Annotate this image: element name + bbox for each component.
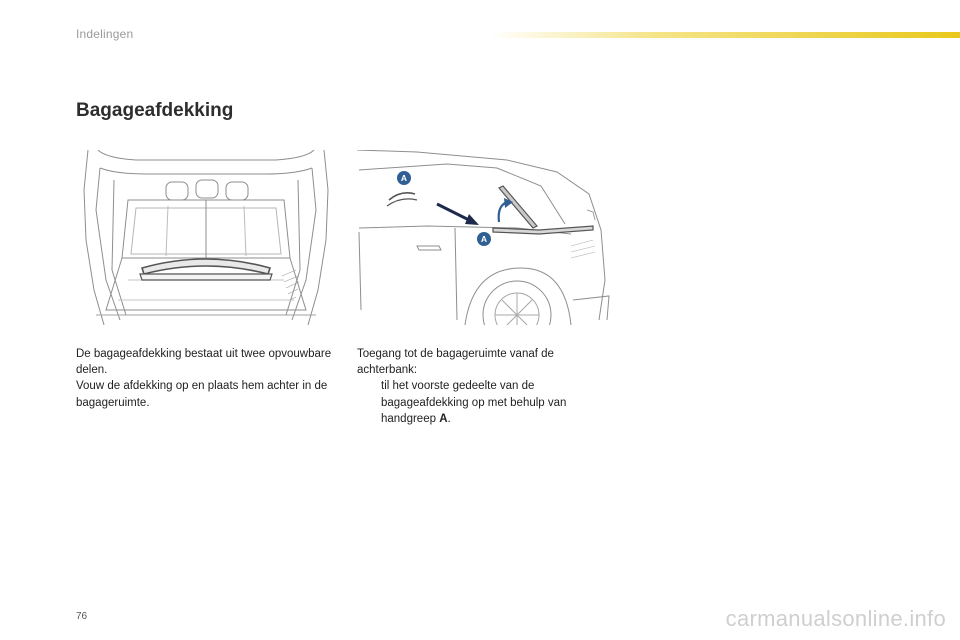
cover-instruction: Vouw de afdekking op en plaats hem achter in de bagageruimte. xyxy=(76,380,328,409)
access-intro: Toegang tot de bagageruimte vanaf de achterbank: xyxy=(357,348,554,377)
callout-a-handle: A xyxy=(397,171,411,185)
trunk-illustration xyxy=(76,150,336,325)
bullet-marker-icon xyxy=(357,378,381,427)
right-text-column xyxy=(357,346,597,427)
callout-a-cover: A xyxy=(477,232,491,246)
bullet-text xyxy=(381,378,597,427)
instruction-bullet xyxy=(357,378,597,427)
trunk-drawing xyxy=(76,150,336,325)
section-header: Indelingen xyxy=(76,27,134,41)
watermark: carmanualsonline.info xyxy=(725,606,946,631)
left-text-column xyxy=(76,346,338,411)
bullet-text-body: til het voorste gedeelte van de bagageafdekking op met behulp van handgreep xyxy=(381,380,567,425)
bullet-text-end: . xyxy=(447,412,451,425)
car-side-illustration xyxy=(357,150,615,325)
handle-reference: A xyxy=(439,412,448,425)
page-title: Bagageafdekking xyxy=(76,100,234,121)
header-accent-bar xyxy=(490,32,960,38)
cover-description: De bagageafdekking bestaat uit twee opvouwbare delen. xyxy=(76,348,332,377)
page-number: 76 xyxy=(76,611,88,622)
